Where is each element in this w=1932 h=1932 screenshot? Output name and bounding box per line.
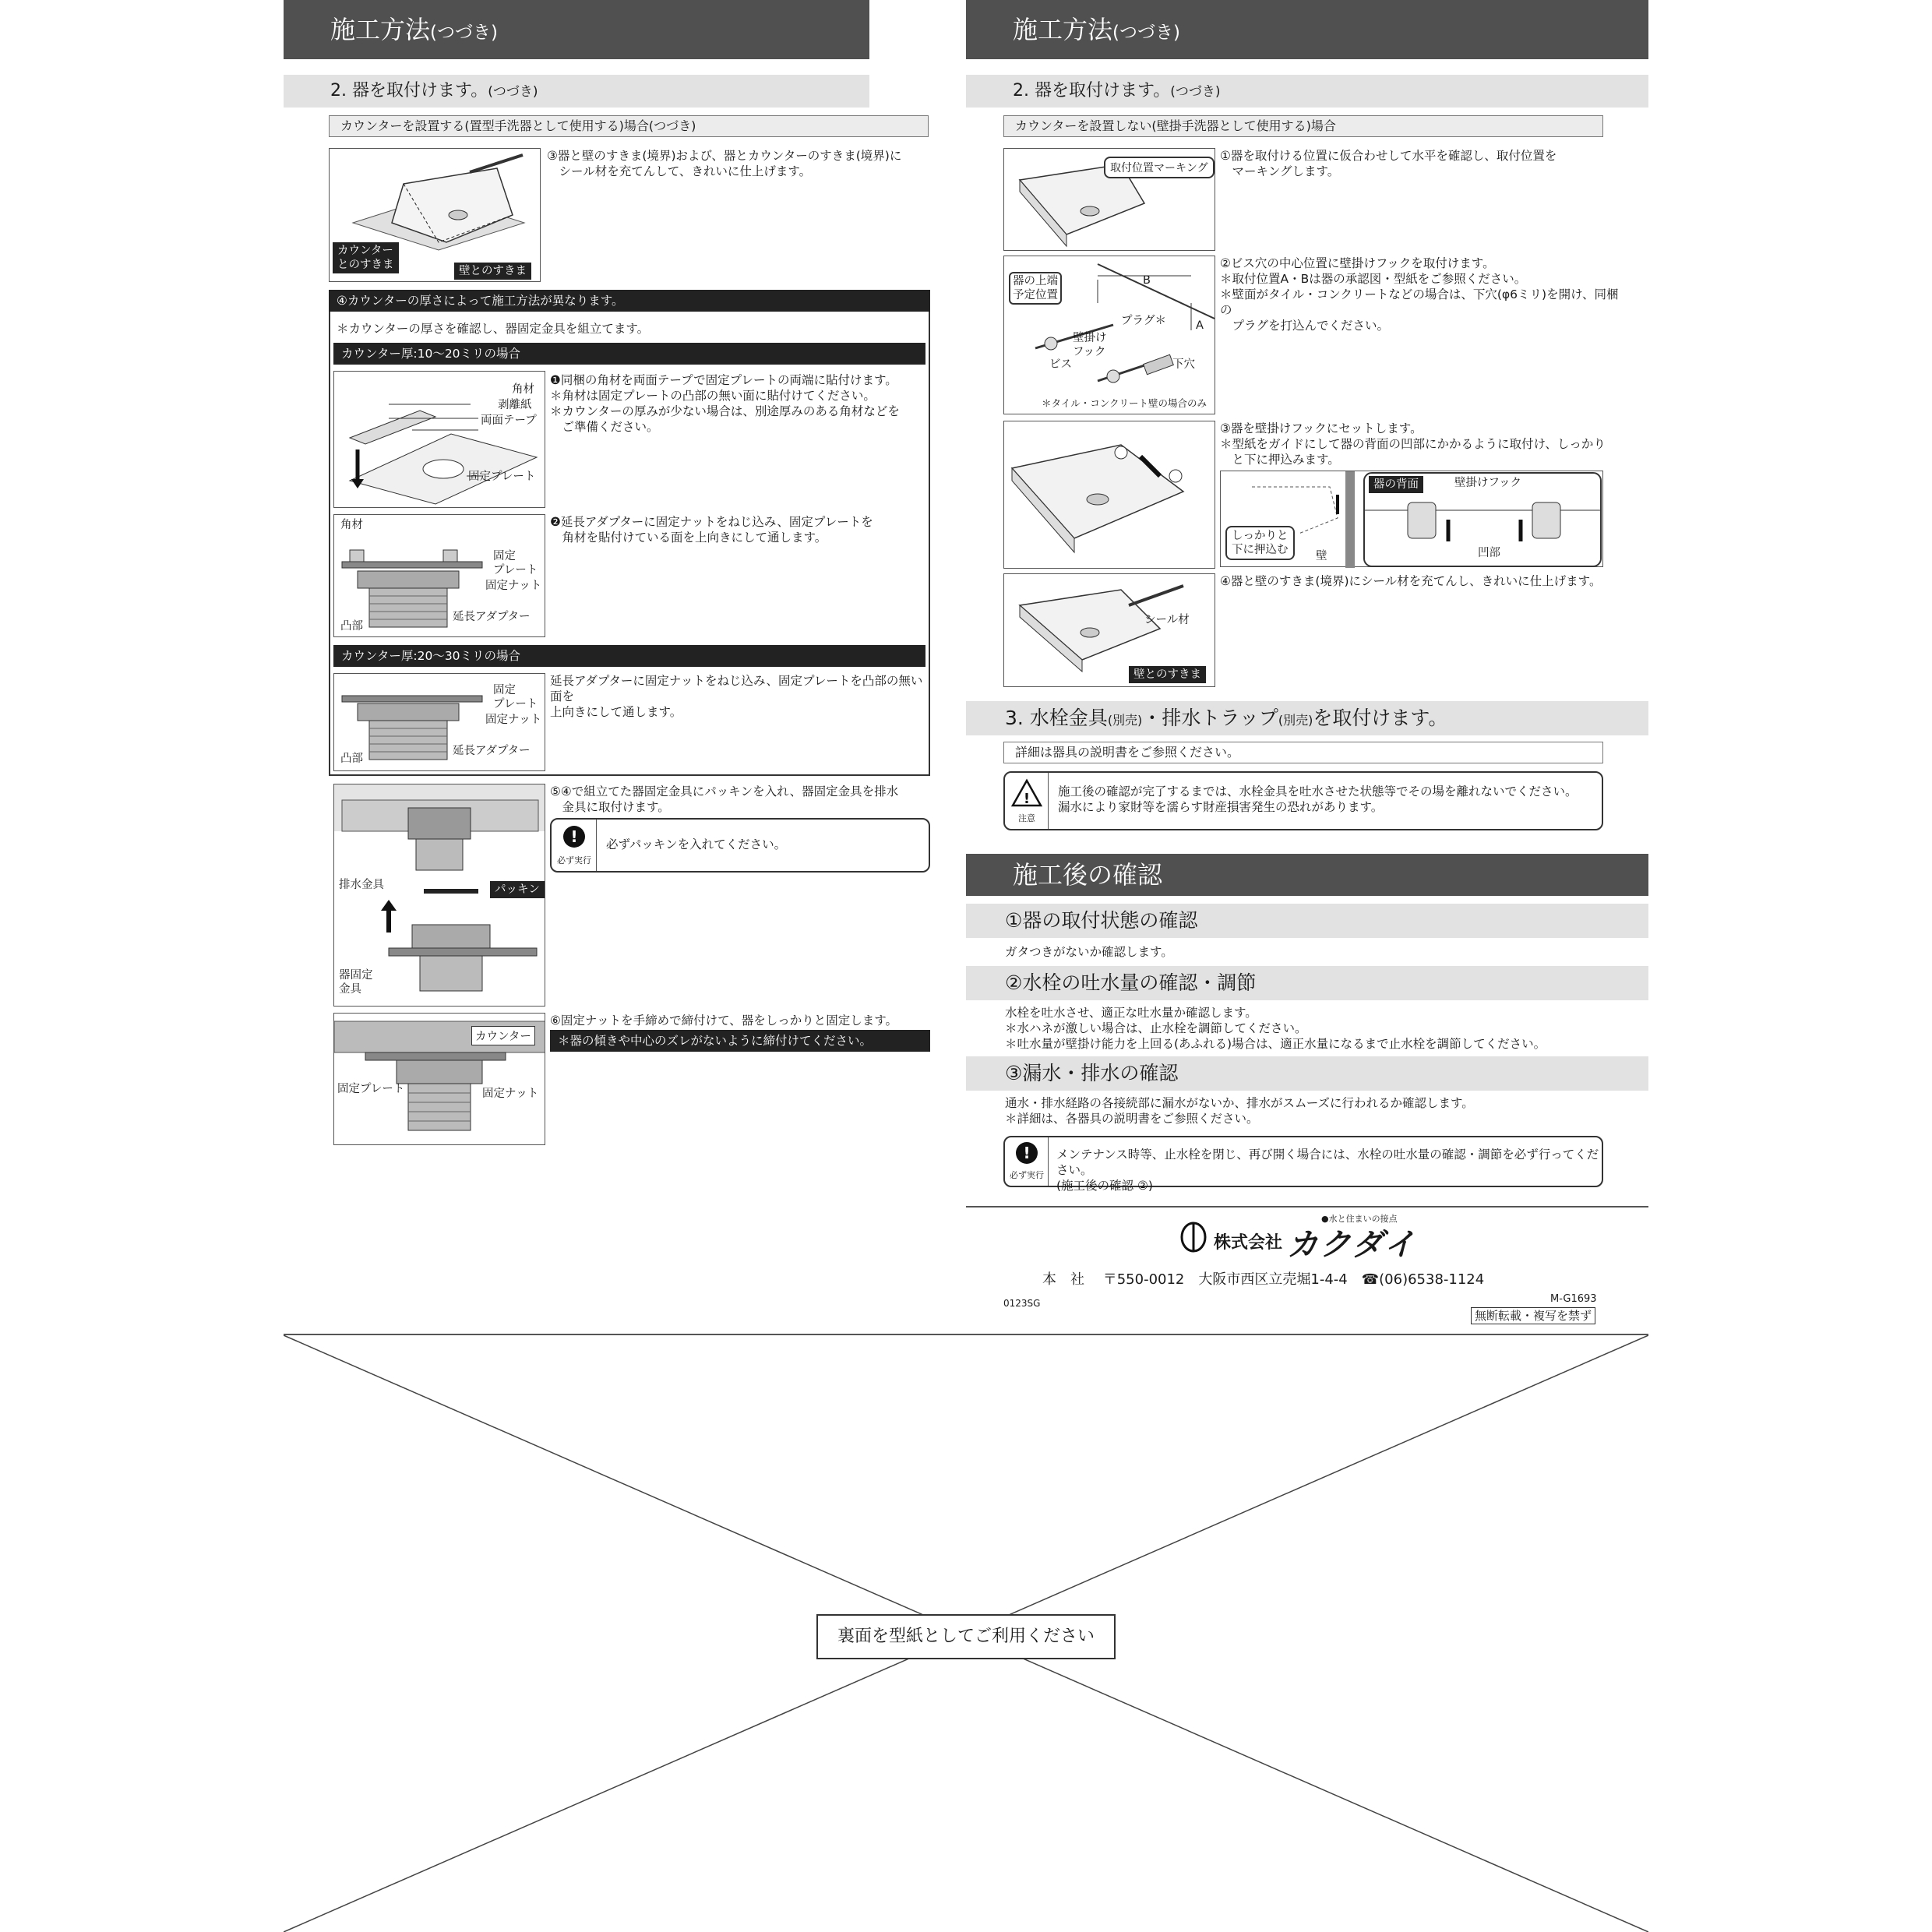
left-case-box: カウンターを設置する(置型手洗器として使用する)場合(つづき) xyxy=(329,115,929,137)
must-do-icon: ! 必ず実行 xyxy=(552,820,597,871)
company-name: カクダイ xyxy=(1287,1227,1417,1263)
right-sub-title: 2. 器を取付けます。 xyxy=(1013,81,1171,100)
copyright-notice: 無断転載・複写を禁ず xyxy=(1471,1307,1595,1324)
maintenance-callout xyxy=(1003,1136,1603,1193)
step5-figure xyxy=(333,784,545,1007)
label-push-down: しっかりと 下に押込む xyxy=(1225,526,1295,560)
caution-text: 施工後の確認が完了するまでは、水栓金具を吐水させた状態等でその場を離れないでください。 漏水により家財等を濡らす財産損害発生の恐れがあります。 xyxy=(1058,784,1578,814)
hook-install-figure xyxy=(1003,256,1215,414)
company-tagline: ●水と住まいの接点 xyxy=(1321,1214,1398,1224)
label-recess: 凹部 xyxy=(1478,547,1500,559)
marking-figure xyxy=(1003,148,1215,251)
case-a-figure-2 xyxy=(333,514,545,637)
label-fixing-plate-3: 固定 プレート xyxy=(493,684,538,710)
step5-text: ⑤④で組立てた器固定金具にパッキンを入れ、器固定金具を排水 金具に取付けます。 xyxy=(550,784,899,814)
label-wall-hook: 壁掛け フック xyxy=(1073,332,1107,358)
label-screw: ビス xyxy=(1049,358,1072,371)
left-subsection-header xyxy=(284,75,869,108)
post-check-header: 施工後の確認 xyxy=(966,854,1648,896)
step5-must-callout xyxy=(550,818,930,873)
company-address: 本 社 〒550-0012 大阪市西区立売堀1-4-4 ☎(06)6538-1124 xyxy=(1042,1271,1485,1288)
bowl-hang-figure xyxy=(1003,421,1215,569)
label-wall-gap: 壁とのすきま xyxy=(454,263,531,280)
label-fixing-plate-2: 固定 プレート xyxy=(493,550,538,576)
label-release-paper: 剥離紙 xyxy=(498,399,532,411)
left-step3-text: ③器と壁のすきま(境界)および、器とカウンターのすきま(境界)に シール材を充てんして、きれいに仕上げます。 xyxy=(547,149,902,178)
right-step4-text: ④器と壁のすきま(境界)にシール材を充てんし、きれいに仕上げます。 xyxy=(1220,574,1602,588)
check1-title: ①器の取付状態の確認 xyxy=(966,904,1648,938)
sec3-title-mid: ・排水トラップ xyxy=(1142,707,1278,729)
case-a-figure-1 xyxy=(333,371,545,508)
step4-bar: ④カウンターの厚さによって施工方法が異なります。 xyxy=(329,290,930,312)
left-section-header xyxy=(284,0,869,59)
label-counter: カウンター xyxy=(471,1026,535,1045)
label-counter-gap: カウンター とのすきま xyxy=(333,242,399,273)
label-bowl-fixture: 器固定 金具 xyxy=(339,969,373,996)
label-fixing-plate: 固定プレート xyxy=(468,471,536,483)
label-bowl-back: 器の背面 xyxy=(1369,476,1423,493)
caution-callout xyxy=(1003,771,1603,830)
label-bowl-top-position: 器の上端 予定位置 xyxy=(1009,272,1062,305)
check3-text: 通水・排水経路の各接続部に漏水がないか、排水がスムーズに行われるか確認します。 ＊詳細は、各器具の説明書をご参照ください。 xyxy=(1005,1096,1474,1126)
right-step1-text: ①器を取付ける位置に仮合わせして水平を確認し、取付位置を マーキングします。 xyxy=(1220,149,1557,178)
label-square-wood-2: 角材 xyxy=(340,519,363,531)
maintenance-text: メンテナンス時等、止水栓を閉じ、再び開く場合には、水栓の吐水量の確認・調節を必ず行ってください。 (施工後の確認 ②) xyxy=(1056,1148,1599,1193)
label-fixing-nut-2: 固定ナット xyxy=(485,714,542,726)
faucet-trap-section-header xyxy=(966,701,1648,735)
left-sub-paren: (つづき) xyxy=(488,84,538,100)
sec3-sold-separately-2: (別売) xyxy=(1278,713,1313,728)
counter-gap-figure xyxy=(329,148,541,282)
case-b-figure xyxy=(333,673,545,771)
must-do-label-2: 必ず実行 xyxy=(1010,1170,1044,1180)
right-section-header xyxy=(966,0,1648,59)
label-fixing-nut-3: 固定ナット xyxy=(482,1088,539,1100)
sec3-detail-box: 詳細は器具の説明書をご参照ください。 xyxy=(1003,742,1603,763)
case-a-bar: カウンター厚:10〜20ミリの場合 xyxy=(333,343,925,365)
right-case-box: カウンターを設置しない(壁掛手洗器として使用する)場合 xyxy=(1003,115,1603,137)
right-seal-figure xyxy=(1003,573,1215,687)
step4-note: ＊カウンターの厚さを確認し、器固定金具を組立てます。 xyxy=(337,322,650,336)
label-tile-note: ＊タイル・コンクリート壁の場合のみ xyxy=(1042,397,1208,409)
label-protrusion: 凸部 xyxy=(340,620,363,633)
label-packing: パッキン xyxy=(490,881,545,898)
right-header-paren: (つづき) xyxy=(1112,23,1180,43)
must-do-icon-2: ! 必ず実行 xyxy=(1005,1137,1049,1186)
step6-bar: ＊器の傾きや中心のズレがないように締付けてください。 xyxy=(550,1030,930,1052)
label-dimension-a: A xyxy=(1196,319,1204,332)
label-extension-adapter-2: 延長アダプター xyxy=(453,745,531,757)
footer-divider xyxy=(966,1206,1648,1208)
right-subsection-header xyxy=(966,75,1648,108)
label-fixing-nut: 固定ナット xyxy=(485,580,542,592)
right-sub-paren: (つづき) xyxy=(1170,84,1221,100)
check2-text: 水栓を吐水させ、適正な吐水量か確認します。 ＊水ハネが激しい場合は、止水栓を調節してください。 ＊吐水量が壁掛け能力を上回る(あふれる)場合は、適正水量になるまで止水栓を調節してください。 xyxy=(1005,1006,1546,1051)
template-note: 裏面を型紙としてご利用ください xyxy=(816,1614,1116,1659)
company-logo-icon xyxy=(1178,1222,1209,1253)
label-dimension-b: B xyxy=(1143,274,1151,287)
check1-text: ガタつきがないか確認します。 xyxy=(1005,945,1173,959)
label-extension-adapter: 延長アダプター xyxy=(453,611,531,623)
case-a-text-1: ❶同梱の角材を両面テープで固定プレートの両端に貼付けます。 ＊角材は固定プレートの凸部の無い面に貼付けてください。 ＊カウンターの厚みが少ない場合は、別途厚みのある角材などを ご準備ください。 xyxy=(550,373,900,434)
must-do-label: 必ず実行 xyxy=(557,855,591,866)
check2-title: ②水栓の吐水量の確認・調節 xyxy=(966,966,1648,1000)
label-drain-fitting: 排水金具 xyxy=(339,879,384,891)
bowl-back-detail-figure xyxy=(1220,471,1603,567)
left-header-paren: (つづき) xyxy=(430,23,498,43)
right-header-title: 施工方法 xyxy=(1013,15,1113,44)
label-square-wood: 角材 xyxy=(512,383,534,396)
check3-title: ③漏水・排水の確認 xyxy=(966,1056,1648,1091)
bowl-hang-drawing xyxy=(1004,421,1215,569)
case-b-text: 延長アダプターに固定ナットをねじ込み、固定プレートを凸部の無い面を 上向きにして通します。 xyxy=(550,674,923,719)
model-code: M-G1693 xyxy=(1550,1293,1597,1305)
company-prefix: 株式会社 xyxy=(1214,1233,1283,1253)
sec3-title-end: を取付けます。 xyxy=(1313,707,1448,729)
left-header-title: 施工方法 xyxy=(330,15,431,44)
label-pilot-hole: 下穴 xyxy=(1172,358,1195,371)
left-sub-title: 2. 器を取付けます。 xyxy=(330,81,488,100)
right-step3-text: ③器を壁掛けフックにセットします。 ＊型紙をガイドにして器の背面の凹部にかかるように取付け、しっかり と下に押込みます。 xyxy=(1220,421,1606,467)
label-double-tape: 両面テープ xyxy=(481,414,537,427)
step5-callout-text: 必ずパッキンを入れてください。 xyxy=(606,837,787,851)
label-plug: プラグ＊ xyxy=(1121,315,1166,327)
label-sealant: シール材 xyxy=(1144,614,1190,626)
case-a-text-2: ❷延長アダプターに固定ナットをねじ込み、固定プレートを 角材を貼付けている面を上向きにして通します。 xyxy=(550,515,873,545)
svg-text:!: ! xyxy=(1023,791,1031,807)
right-step2-text: ②ビス穴の中心位置に壁掛けフックを取付けます。 ＊取付位置A・Bは器の承認図・型紙をご参照ください。 ＊壁面がタイル・コンクリートなどの場合は、下穴(φ6ミリ)を開け、同梱の プラグを打込んでください。 xyxy=(1220,256,1619,333)
sec3-sold-separately-1: (別売) xyxy=(1107,713,1143,728)
sec3-title: 3. 水栓金具 xyxy=(1005,707,1108,729)
label-wall: 壁 xyxy=(1316,550,1327,562)
caution-icon xyxy=(1005,773,1049,829)
step6-text: ⑥固定ナットを手締めで締付けて、器をしっかりと固定します。 xyxy=(550,1014,898,1028)
step6-figure xyxy=(333,1013,545,1145)
label-marking: 取付位置マーキング xyxy=(1104,157,1215,178)
label-fixing-plate-4: 固定プレート xyxy=(337,1083,405,1095)
document-code: 0123SG xyxy=(1003,1298,1041,1309)
case-b-bar: カウンター厚:20〜30ミリの場合 xyxy=(333,645,925,667)
caution-label: 注意 xyxy=(1018,813,1035,823)
label-wall-gap-2: 壁とのすきま xyxy=(1129,666,1206,683)
label-wall-hook-2: 壁掛けフック xyxy=(1454,477,1521,489)
label-protrusion-2: 凸部 xyxy=(340,753,363,765)
